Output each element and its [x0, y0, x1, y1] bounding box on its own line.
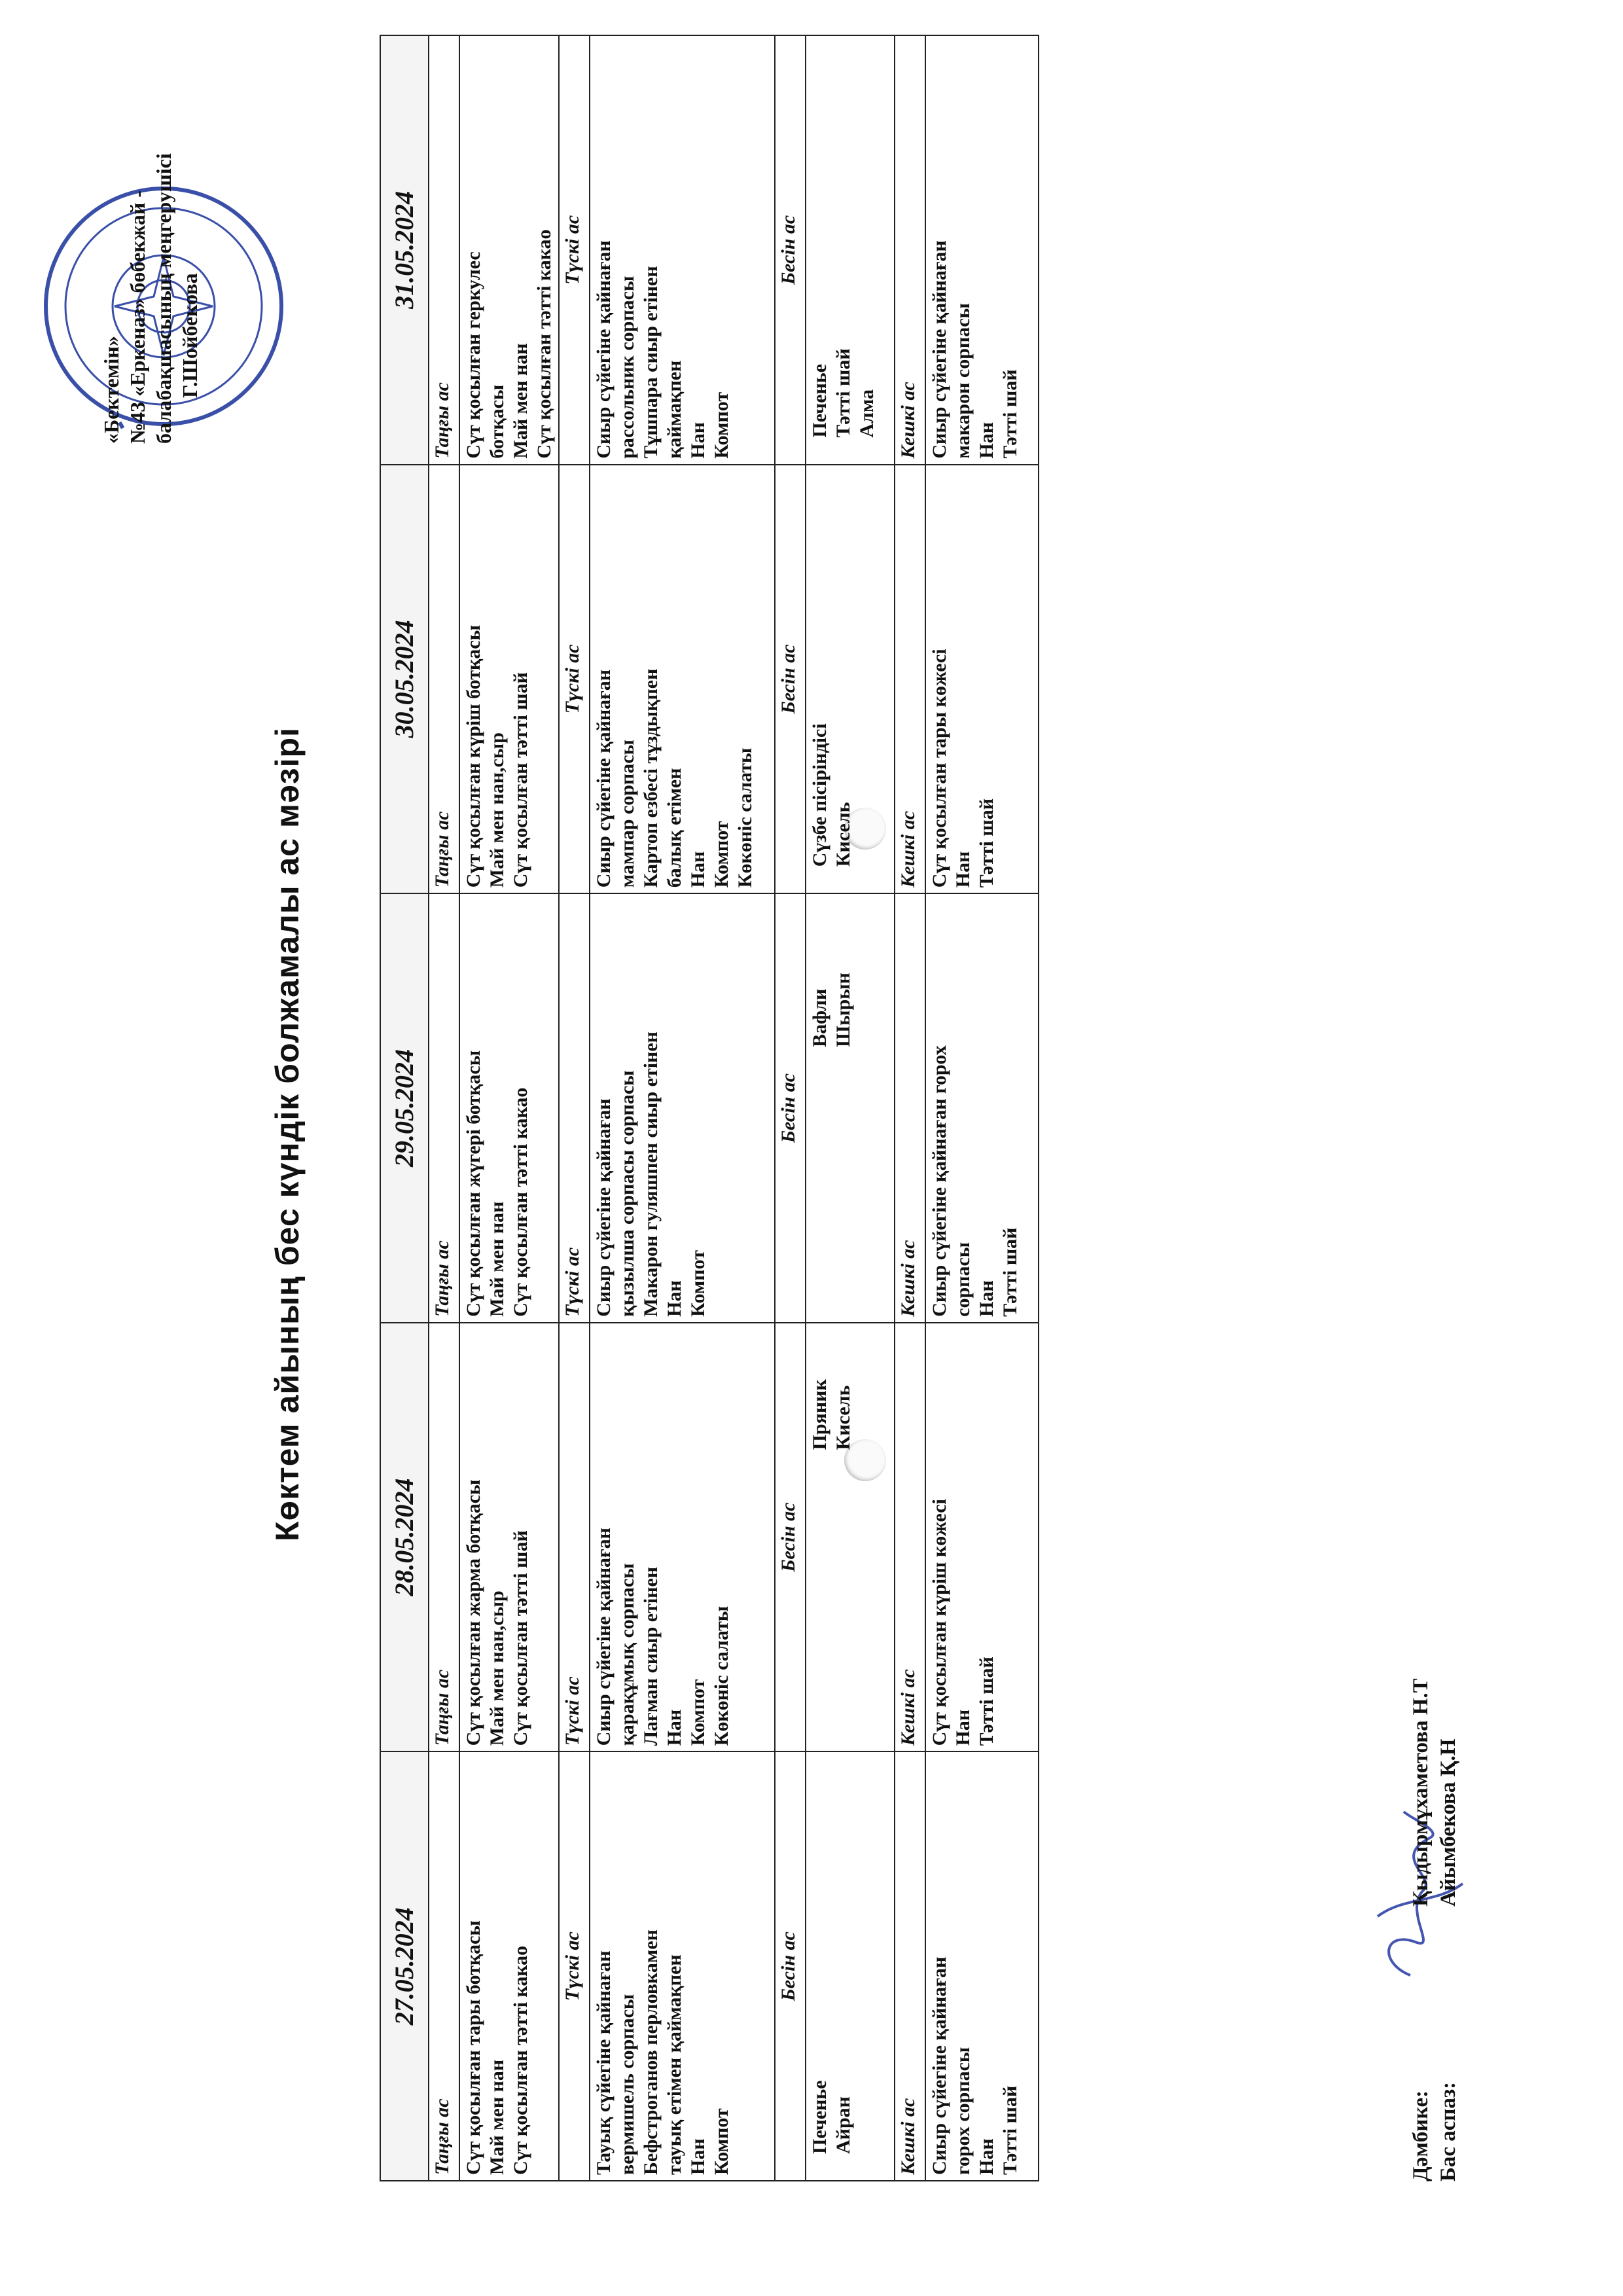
- dish: вермишель сорпасы: [616, 1994, 638, 2175]
- dish-list: [459, 35, 559, 465]
- dish: Нан: [687, 422, 709, 459]
- dish: Май мен нан: [486, 1201, 508, 1317]
- dish-list: [806, 1323, 895, 1752]
- dish-list: [590, 35, 775, 465]
- dish: Нан: [687, 2138, 709, 2175]
- dinner-label-row: [895, 35, 925, 2181]
- approval-block: [98, 103, 203, 444]
- dish: Макарон гуляшпен сиыр етінен: [640, 1031, 662, 1317]
- meal-label: Таңғы ас: [429, 1751, 459, 2181]
- dish-list: [459, 465, 559, 894]
- dish: балық етімен: [664, 768, 685, 888]
- dish-list: [590, 465, 775, 894]
- dish: Нан: [687, 851, 709, 888]
- dish-list: [925, 893, 1039, 1323]
- dish: Сүт қосылған жарма ботқасы: [463, 1479, 484, 1746]
- dish: Сүт қосылған тәтті шай: [510, 1530, 531, 1746]
- meal-label: Таңғы ас: [429, 465, 459, 894]
- dish: Нан: [664, 1280, 685, 1317]
- breakfast-items-row: [459, 35, 559, 2181]
- breakfast-label-row: [429, 35, 459, 2181]
- meal-label: Таңғы ас: [429, 1323, 459, 1752]
- signature-row: [1407, 1678, 1435, 2181]
- dish: Сүт қосылған тәтті шай: [510, 672, 531, 888]
- meal-label: Түскі ас: [559, 35, 590, 465]
- dish: Тауық сүйегіне қайнаған: [593, 1950, 615, 2175]
- approval-line-1: «Бектемін»: [99, 336, 123, 444]
- day-header-1: 27.05.2024: [380, 1751, 429, 2181]
- meal-label: Кешкі ас: [895, 35, 925, 465]
- dish: Сиыр сүйегіне қайнаған: [593, 240, 615, 459]
- meal-label: Түскі ас: [559, 893, 590, 1323]
- dish: Пряник: [809, 1379, 830, 1450]
- dish: сорпасы: [952, 1242, 974, 1317]
- dish-list: [459, 893, 559, 1323]
- dish-list: [459, 1751, 559, 2181]
- dish-list: [925, 465, 1039, 894]
- dish-list: [459, 1323, 559, 1752]
- menu-table: [380, 35, 1039, 2181]
- meal-label: Бесін ас: [775, 1751, 806, 2181]
- approval-line-4: Г.Шойбекова: [178, 273, 202, 398]
- dish-list: [590, 893, 775, 1323]
- dish-list: [806, 465, 895, 894]
- dish: қарақұмық сорпасы: [616, 1563, 638, 1746]
- dish: Тәтті шай: [999, 2085, 1021, 2175]
- dish: Компот: [711, 391, 732, 459]
- dish: Май мен нан,сыр: [486, 1590, 508, 1746]
- dish: горох сорпасы: [952, 2047, 974, 2175]
- dish: Сүзбе пісіріндісі: [809, 723, 830, 867]
- dish-list: [806, 1751, 895, 2181]
- dish: Нан: [952, 1709, 974, 1746]
- dish: Печенье: [809, 2080, 830, 2154]
- signature-name: Айымбекова Қ.Н: [1436, 1738, 1460, 1907]
- lunch-label-row: [559, 35, 590, 2181]
- dish-list: [590, 1323, 775, 1752]
- snack-items-row: [806, 35, 895, 2181]
- meal-label: Таңғы ас: [429, 35, 459, 465]
- dish: Сүт қосылған күріш көжесі: [929, 1499, 950, 1746]
- dish: Май мен нан,сыр: [486, 732, 508, 888]
- dish: Сүт қосылған тары ботқасы: [463, 1920, 484, 2175]
- dish: Компот: [687, 1250, 709, 1317]
- dish: Май мен нан: [510, 343, 531, 459]
- dish: тауық етімен қаймақпен: [664, 1954, 685, 2175]
- header-row: [380, 35, 429, 2181]
- lunch-items-row: [590, 35, 775, 2181]
- snack-label-row: [775, 35, 806, 2181]
- dish: Лағман сиыр етінен: [640, 1566, 662, 1746]
- meal-label: Бесін ас: [775, 465, 806, 894]
- dish: Нан: [976, 2138, 997, 2175]
- dish: Тәтті шай: [976, 1657, 997, 1746]
- signature-name: Қыдырмұхаметова Н.Т: [1409, 1678, 1433, 1907]
- approval-line-2: №43 «Еркеназ» бөбекжай -: [126, 190, 149, 444]
- meal-label: Түскі ас: [559, 1323, 590, 1752]
- dish: Сүт қосылған тәтті какао: [510, 1087, 531, 1317]
- dish: макарон сорпасы: [952, 303, 974, 459]
- dish: Алма: [856, 389, 878, 438]
- dish: Компот: [687, 1679, 709, 1746]
- dish: Вафли: [809, 988, 830, 1047]
- signature-role: Бас аспаз:: [1436, 2081, 1460, 2181]
- dish: Тұшпара сиыр етінен: [640, 266, 662, 459]
- dish: Печенье: [809, 364, 830, 438]
- dish: Картоп езбесі тұздықпен: [640, 668, 662, 888]
- day-header-4: 30.05.2024: [380, 465, 429, 894]
- dish: Сиыр сүйегіне қайнаған: [593, 1098, 615, 1317]
- page-title: Көктем айының бес күндік болжамалы ас мәзірі: [269, 727, 306, 1541]
- dish: Тәтті шай: [976, 798, 997, 888]
- dish: Май мен нан: [486, 2059, 508, 2175]
- dish: Сиыр сүйегіне қайнаған: [593, 669, 615, 888]
- dish: Сүт қосылған тәтті какао: [533, 229, 555, 459]
- dish-list: [925, 1751, 1039, 2181]
- dish: Көкөніс салаты: [734, 747, 756, 888]
- dish: Сүт қосылған күріш ботқасы: [463, 624, 484, 888]
- dish: Нан: [664, 1709, 685, 1746]
- signature-row: [1435, 1678, 1462, 2181]
- dish: Нан: [976, 422, 997, 459]
- dish-list: [590, 1751, 775, 2181]
- dish: Компот: [711, 2108, 732, 2175]
- dish: қаймақпен: [664, 360, 685, 459]
- meal-label: Бесін ас: [775, 1323, 806, 1752]
- dish: Сүт қосылған жүгері ботқасы: [463, 1050, 484, 1317]
- approval-line-3: балабақшасының меңгерушісі: [152, 153, 175, 444]
- meal-label: Бесін ас: [775, 893, 806, 1323]
- dish: Компот: [711, 821, 732, 888]
- dish: Сиыр сүйегіне қайнаған: [929, 1956, 950, 2175]
- day-header-2: 28.05.2024: [380, 1323, 429, 1752]
- meal-label: Бесін ас: [775, 35, 806, 465]
- meal-label: Түскі ас: [559, 1751, 590, 2181]
- day-header-5: 31.05.2024: [380, 35, 429, 465]
- meal-label: Таңғы ас: [429, 893, 459, 1323]
- dish: Айран: [832, 2096, 854, 2154]
- dish: Бефстроганов перловкамен: [640, 1929, 662, 2175]
- dish: Сүт қосылған тәтті какао: [510, 1945, 531, 2175]
- dish: Шырын: [832, 973, 854, 1047]
- dish: Сиыр сүйегіне қайнаған горох: [929, 1045, 950, 1317]
- dish: Сүт қосылған геркулес: [463, 251, 484, 459]
- dish: Тәтті шай: [999, 369, 1021, 459]
- dish: Тәтті шай: [999, 1227, 1021, 1317]
- dish-list: [806, 35, 895, 465]
- day-header-3: 29.05.2024: [380, 893, 429, 1323]
- signatures-block: [1407, 1678, 1462, 2181]
- signature-role: Дәмбике:: [1409, 2090, 1433, 2181]
- meal-label: Кешкі ас: [895, 1751, 925, 2181]
- dish: Сиыр сүйегіне қайнаған: [593, 1528, 615, 1746]
- dish: Көкөніс салаты: [711, 1605, 732, 1746]
- meal-label: Түскі ас: [559, 465, 590, 894]
- dish: Сиыр сүйегіне қайнаған: [929, 240, 950, 459]
- meal-label: Кешкі ас: [895, 465, 925, 894]
- dish: Нан: [976, 1280, 997, 1317]
- dish: ботқасы: [486, 384, 508, 459]
- dish: Кисель: [832, 1385, 854, 1450]
- dinner-items-row: [925, 35, 1039, 2181]
- dish-list: [925, 35, 1039, 465]
- meal-label: Кешкі ас: [895, 893, 925, 1323]
- dish: рассольник сорпасы: [616, 276, 638, 459]
- dish: Сүт қосылған тары көжесі: [929, 649, 950, 888]
- dish: Кисель: [832, 802, 854, 867]
- dish-list: [806, 893, 895, 1323]
- meal-label: Кешкі ас: [895, 1323, 925, 1752]
- dish: қызылша сорпасы сорпасы: [616, 1070, 638, 1317]
- dish: Нан: [952, 851, 974, 888]
- dish: мампар сорпасы: [616, 740, 638, 888]
- dish: Тәтті шай: [832, 348, 854, 438]
- dish-list: [925, 1323, 1039, 1752]
